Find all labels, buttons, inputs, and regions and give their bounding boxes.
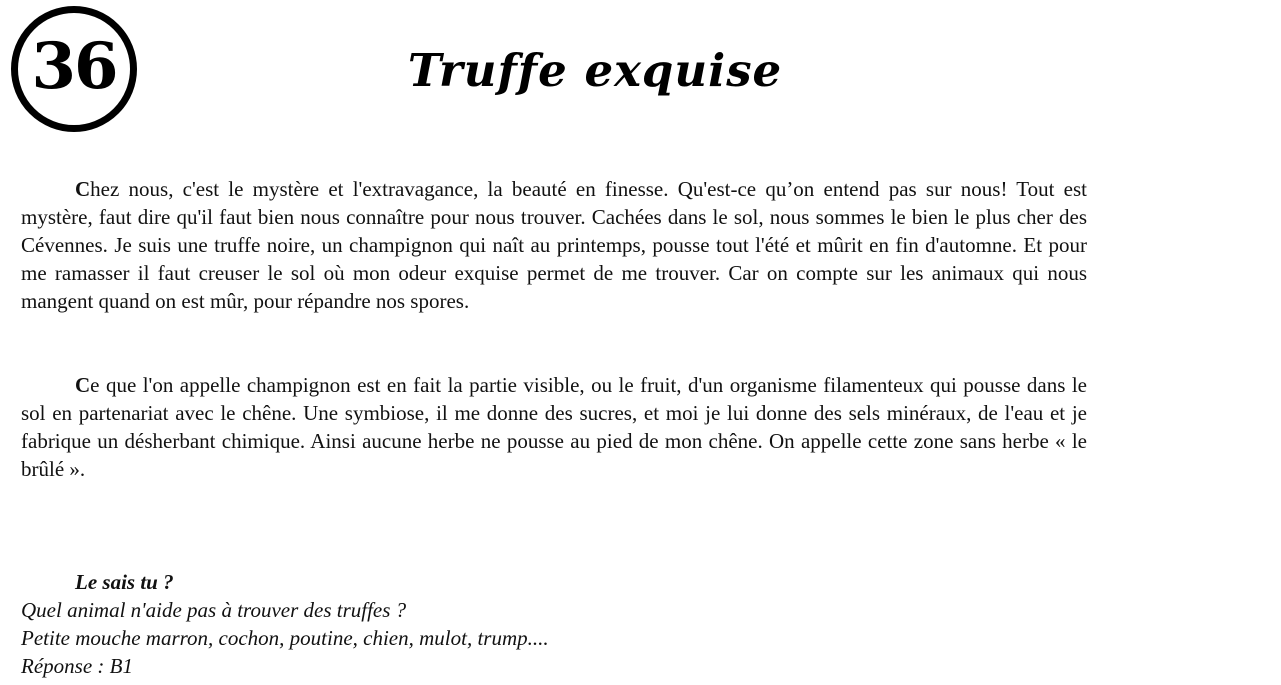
paragraph-initial: C (75, 373, 91, 397)
paragraph-text: hez nous, c'est le mystère et l'extravagance, la beauté en finesse. Qu'est-ce qu’on entend pas sur nous! Tout est mystère, faut dire qu'il faut bien nous connaître pour nous trouver. Cachées dans le sol, nous sommes le bien le plus cher des Cévennes. Je suis une truffe noire, un champignon qui naît au printemps, pousse tout l'été et mûrit en fin d'automne. Et pour me ramasser il faut creuser le sol où mon odeur exquise permet de me trouver. Car on compte sur les animaux qui nous mangent quand on est mûr, pour répandre nos spores. (21, 177, 1087, 313)
quiz-options: Petite mouche marron, cochon, poutine, chien, mulot, trump.... (21, 626, 549, 650)
chapter-number: 36 (31, 29, 117, 104)
quiz-box (21, 568, 1021, 680)
body-paragraph (21, 175, 1087, 315)
quiz-heading: Le sais tu ? (75, 570, 174, 594)
chapter-number-badge (11, 6, 137, 132)
body-paragraph (21, 371, 1087, 483)
quiz-question: Quel animal n'aide pas à trouver des truffes ? (21, 598, 407, 622)
paragraph-initial: C (75, 177, 91, 201)
paragraph-text: e que l'on appelle champignon est en fait la partie visible, ou le fruit, d'un organisme filamenteux qui pousse dans le sol en partenariat avec le chêne. Une symbiose, il me donne des sucres, et moi je lui donne des sels minéraux, de l'eau et je fabrique un désherbant chimique. Ainsi aucune herbe ne pousse au pied de mon chêne. On appelle cette zone sans herbe « le brûlé ». (21, 373, 1087, 481)
quiz-answer: Réponse : B1 (21, 654, 133, 678)
page-title: Truffe exquise (407, 44, 783, 97)
